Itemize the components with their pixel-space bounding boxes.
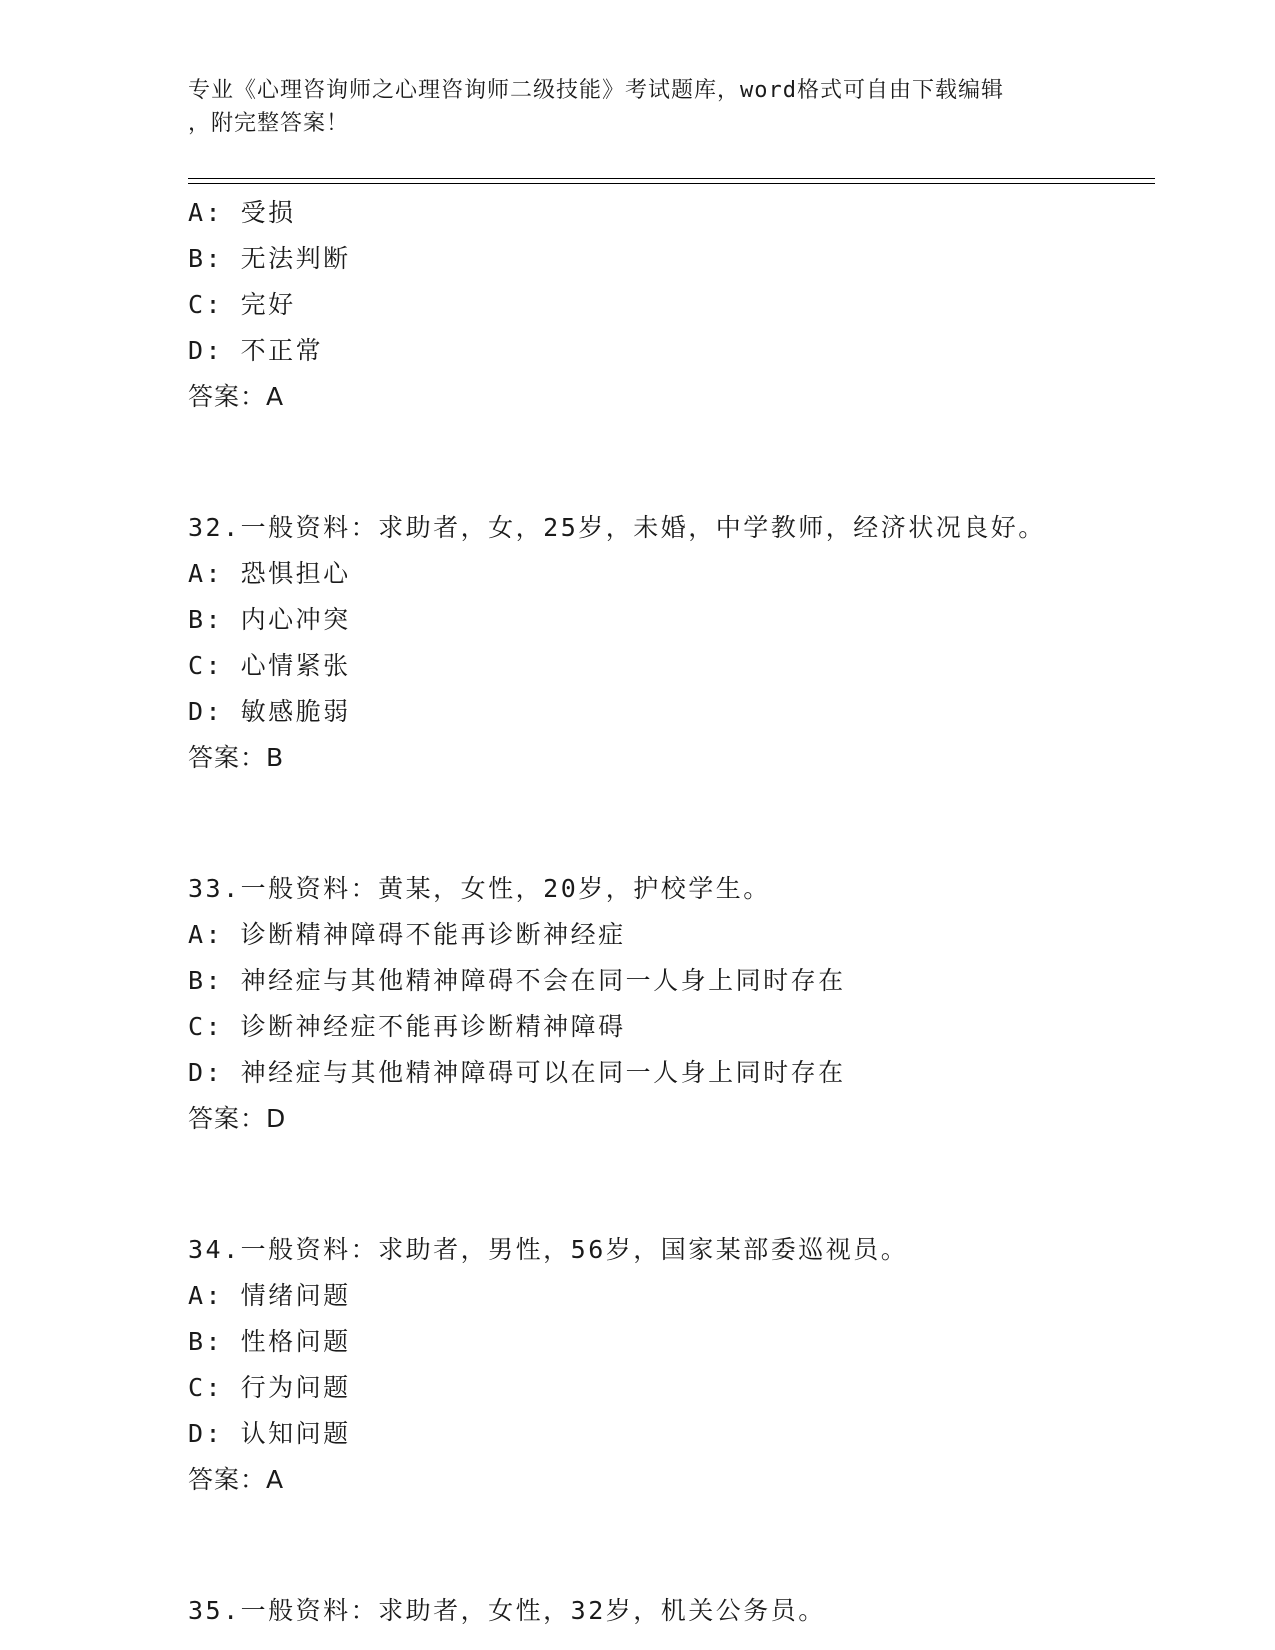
- option-b: B: 性格问题: [188, 1327, 351, 1356]
- answer-line: 答案：D: [188, 1104, 287, 1133]
- document-header: [188, 74, 1088, 140]
- option-a: A: 情绪问题: [188, 1281, 351, 1310]
- header-line-1: 专业《心理咨询师之心理咨询师二级技能》考试题库，word格式可自由下载编辑: [188, 78, 1004, 103]
- answer-line: 答案：A: [188, 1465, 285, 1494]
- option-c: C: 心情紧张: [188, 651, 351, 680]
- option-a: A: 受损: [188, 198, 296, 227]
- option-d: D: 认知问题: [188, 1419, 351, 1448]
- option-a: A: 诊断精神障碍不能再诊断神经症: [188, 920, 626, 949]
- question-block: [188, 505, 1168, 781]
- option-c: C: 诊断神经症不能再诊断精神障碍: [188, 1012, 626, 1041]
- question-list: [188, 190, 1168, 1634]
- option-c: C: 完好: [188, 290, 296, 319]
- option-b: B: 无法判断: [188, 244, 351, 273]
- option-d: D: 神经症与其他精神障碍可以在同一人身上同时存在: [188, 1058, 846, 1087]
- option-d: D: 不正常: [188, 336, 324, 365]
- option-d: D: 敏感脆弱: [188, 697, 351, 726]
- question-text: 33.一般资料：黄某，女性，20岁，护校学生。: [188, 874, 771, 903]
- question-text: 35.一般资料：求助者，女性，32岁，机关公务员。: [188, 1596, 826, 1625]
- option-b: B: 神经症与其他精神障碍不会在同一人身上同时存在: [188, 966, 846, 995]
- question-block: [188, 866, 1168, 1142]
- question-block: [188, 1227, 1168, 1503]
- header-divider-bottom: [188, 183, 1155, 184]
- question-block: [188, 190, 1168, 420]
- header-line-2: ，附完整答案！: [188, 111, 350, 136]
- question-text: 32.一般资料：求助者，女，25岁，未婚，中学教师，经济状况良好。: [188, 513, 1046, 542]
- question-block: [188, 1588, 1168, 1634]
- answer-line: 答案：B: [188, 743, 285, 772]
- header-divider-top: [188, 178, 1155, 179]
- question-text: 34.一般资料：求助者，男性，56岁，国家某部委巡视员。: [188, 1235, 909, 1264]
- option-c: C: 行为问题: [188, 1373, 351, 1402]
- option-a: A: 恐惧担心: [188, 559, 351, 588]
- option-b: B: 内心冲突: [188, 605, 351, 634]
- answer-line: 答案：A: [188, 382, 285, 411]
